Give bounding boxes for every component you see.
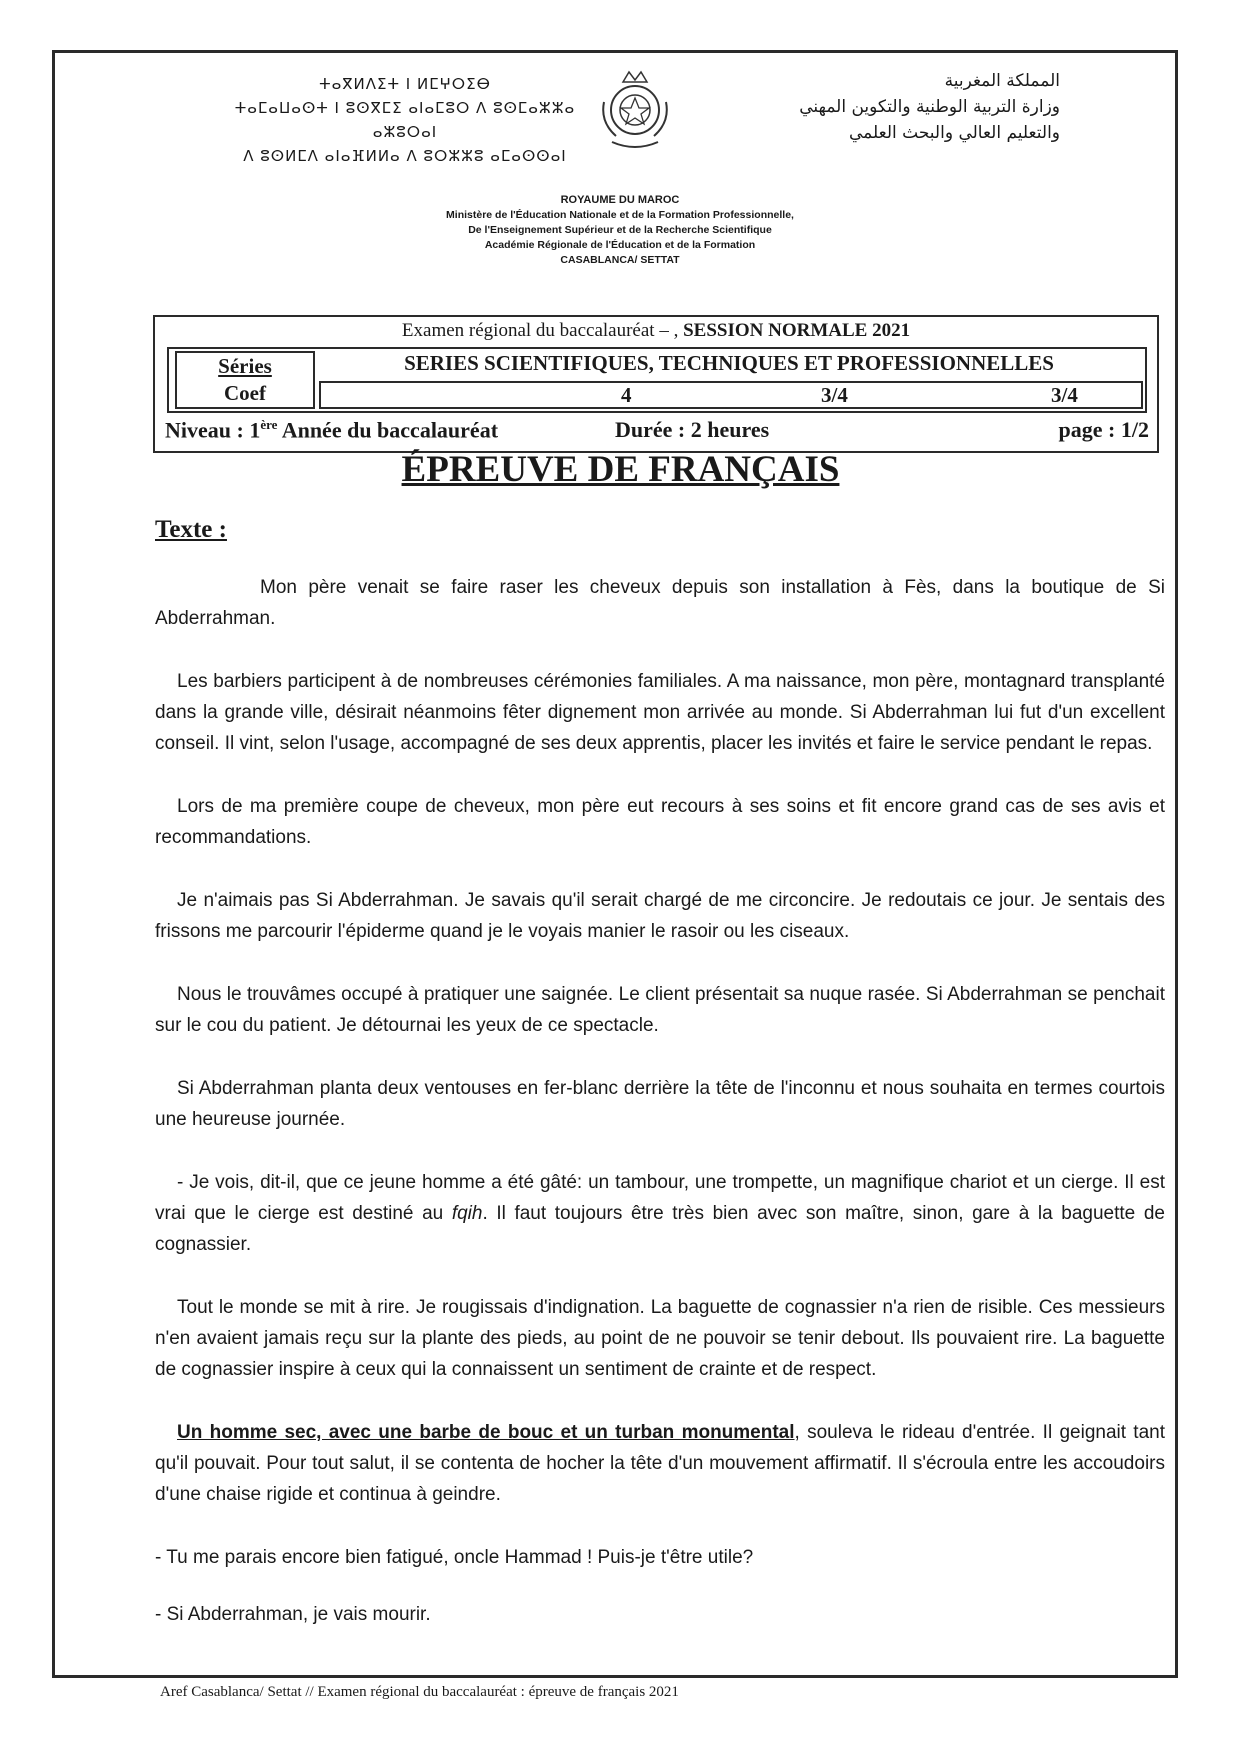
tifinagh-line: ⵜⴰⵎⴰⵡⴰⵙⵜ ⵏ ⵓⵙⴳⵎⵉ ⴰⵏⴰⵎⵓⵔ ⴷ ⵓⵙⵎⴰⵣⵣⴰ ⴰⵣⵓⵔⴰⵏ: [234, 99, 576, 141]
kingdom-name: ROYAUME DU MAROC: [560, 194, 680, 206]
series-label: Séries: [218, 354, 272, 378]
underlined-phrase: Un homme sec, avec une barbe de bouc et un turban monumental: [177, 1422, 795, 1443]
coef-label: Coef: [224, 381, 266, 405]
royal-emblem-icon: [590, 62, 680, 152]
paragraph: - Je vois, dit-il, que ce jeune homme a été gâté: un tambour, une trompette, un magnifique chariot et un cierge. Il est vrai que le cierge est destiné au fqih. Il faut toujours être très bien avec son maître, sinon, gare à la baguette de cognassier.: [155, 1172, 1165, 1255]
paragraph: Mon père venait se faire raser les cheveux depuis son installation à Fès, dans la boutique de Si Abderrahman.: [155, 577, 1165, 629]
dialogue-line: - Si Abderrahman, je vais mourir.: [155, 1604, 431, 1625]
page-number: page : 1/2: [1058, 417, 1149, 442]
region-line: CASABLANCA/ SETTAT: [560, 254, 680, 266]
paragraph: Tout le monde se mit à rire. Je rougissais d'indignation. La baguette de cognassier n'a rien de risible. Ces messieurs n'en avaient jamais reçu sur la plante des pieds, au point de ne pouvoir se tenir debout. Ils pouvaient rire. La baguette de cognassier inspire à ceux qui la connaissent un sentiment de crainte et de respect.: [155, 1297, 1165, 1380]
ministry-line: De l'Enseignement Supérieur et de la Recherche Scientifique: [468, 224, 772, 236]
tifinagh-header: [220, 72, 590, 168]
exam-title-prefix: Examen régional du baccalauréat – ,: [401, 320, 679, 341]
tifinagh-line: ⴷ ⵓⵙⵍⵎⴷ ⴰⵏⴰⴼⵍⵍⴰ ⴷ ⵓⵔⵣⵣⵓ ⴰⵎⴰⵙⵙⴰⵏ: [243, 147, 567, 165]
niveau-row: [165, 417, 1149, 449]
paragraph: Les barbiers participent à de nombreuses cérémonies familiales. A ma naissance, mon père, montagnard transplanté dans la grande ville, désirait néanmoins fêter dignement mon arrivée au monde. Si Abderrahman lui fut d'un excellent conseil. Il vint, selon l'usage, accompagné de ses deux apprentis, placer les invités et faire le service pendant le repas.: [155, 671, 1165, 754]
page-footer: Aref Casablanca/ Settat // Examen régional du baccalauréat : épreuve de français 2021: [160, 1684, 679, 1700]
paragraph: Si Abderrahman planta deux ventouses en fer-blanc derrière la tête de l'inconnu et nous souhaita en termes courtois une heureuse journée.: [155, 1078, 1165, 1130]
paragraph: Un homme sec, avec une barbe de bouc et un turban monumental, souleva le rideau d'entrée. Il geignait tant qu'il pouvait. Pour tout salut, il se contenta de hocher la tête d'un mouvement affirmatif. Il s'écroula entre les accoudoirs d'une chaise rigide et continua à geindre.: [155, 1422, 1165, 1505]
coef-row: [319, 381, 1143, 409]
exam-session: SESSION NORMALE 2021: [683, 320, 911, 341]
tifinagh-line: ⵜⴰⴳⵍⴷⵉⵜ ⵏ ⵍⵎⵖⵔⵉⴱ: [319, 75, 491, 93]
arabic-line: والتعليم العالي والبحث العلمي: [849, 123, 1060, 143]
arabic-line: وزارة التربية الوطنية والتكوين المهني: [799, 97, 1060, 117]
exam-title: [155, 320, 1157, 342]
dialogue-line: - Tu me parais encore bien fatigué, oncle Hammad ! Puis-je t'être utile?: [155, 1547, 754, 1568]
ministry-block: [340, 193, 900, 268]
series-labels: [175, 351, 315, 409]
series-table: [167, 347, 1147, 413]
niveau: Niveau : 1ère Année du baccalauréat: [165, 417, 499, 443]
texte-heading: Texte :: [155, 516, 227, 543]
exam-info-box: [153, 315, 1159, 453]
arabic-header: [700, 68, 1060, 146]
series-name: SERIES SCIENTIFIQUES, TECHNIQUES ET PROFESSIONNELLES: [404, 351, 1054, 375]
paragraph: Lors de ma première coupe de cheveux, mon père eut recours à ses soins et fit encore grand cas de ses avis et recommandations.: [155, 796, 1165, 848]
coef-value: 3/4: [821, 383, 848, 407]
paragraph: Nous le trouvâmes occupé à pratiquer une saignée. Le client présentait sa nuque rasée. Si Abderrahman se penchait sur le cou du patient. Je détournai les yeux de ce spectacle.: [155, 984, 1165, 1036]
page-title: ÉPREUVE DE FRANÇAIS: [401, 449, 840, 490]
paragraph: Je n'aimais pas Si Abderrahman. Je savais qu'il serait chargé de me circoncire. Je redoutais ce jour. Je sentais des frissons me parcourir l'épiderme quand je le voyais manier le rasoir ou les ciseaux.: [155, 890, 1165, 942]
coef-value: 4: [621, 383, 632, 407]
text-body: [155, 572, 1165, 1656]
coef-value: 3/4: [1051, 383, 1078, 407]
academy-line: Académie Régionale de l'Éducation et de la Formation: [484, 239, 756, 251]
ministry-line: Ministère de l'Éducation Nationale et de la Formation Professionnelle,: [446, 209, 794, 221]
arabic-line: المملكة المغربية: [944, 71, 1060, 91]
duree: Durée : 2 heures: [615, 417, 770, 442]
